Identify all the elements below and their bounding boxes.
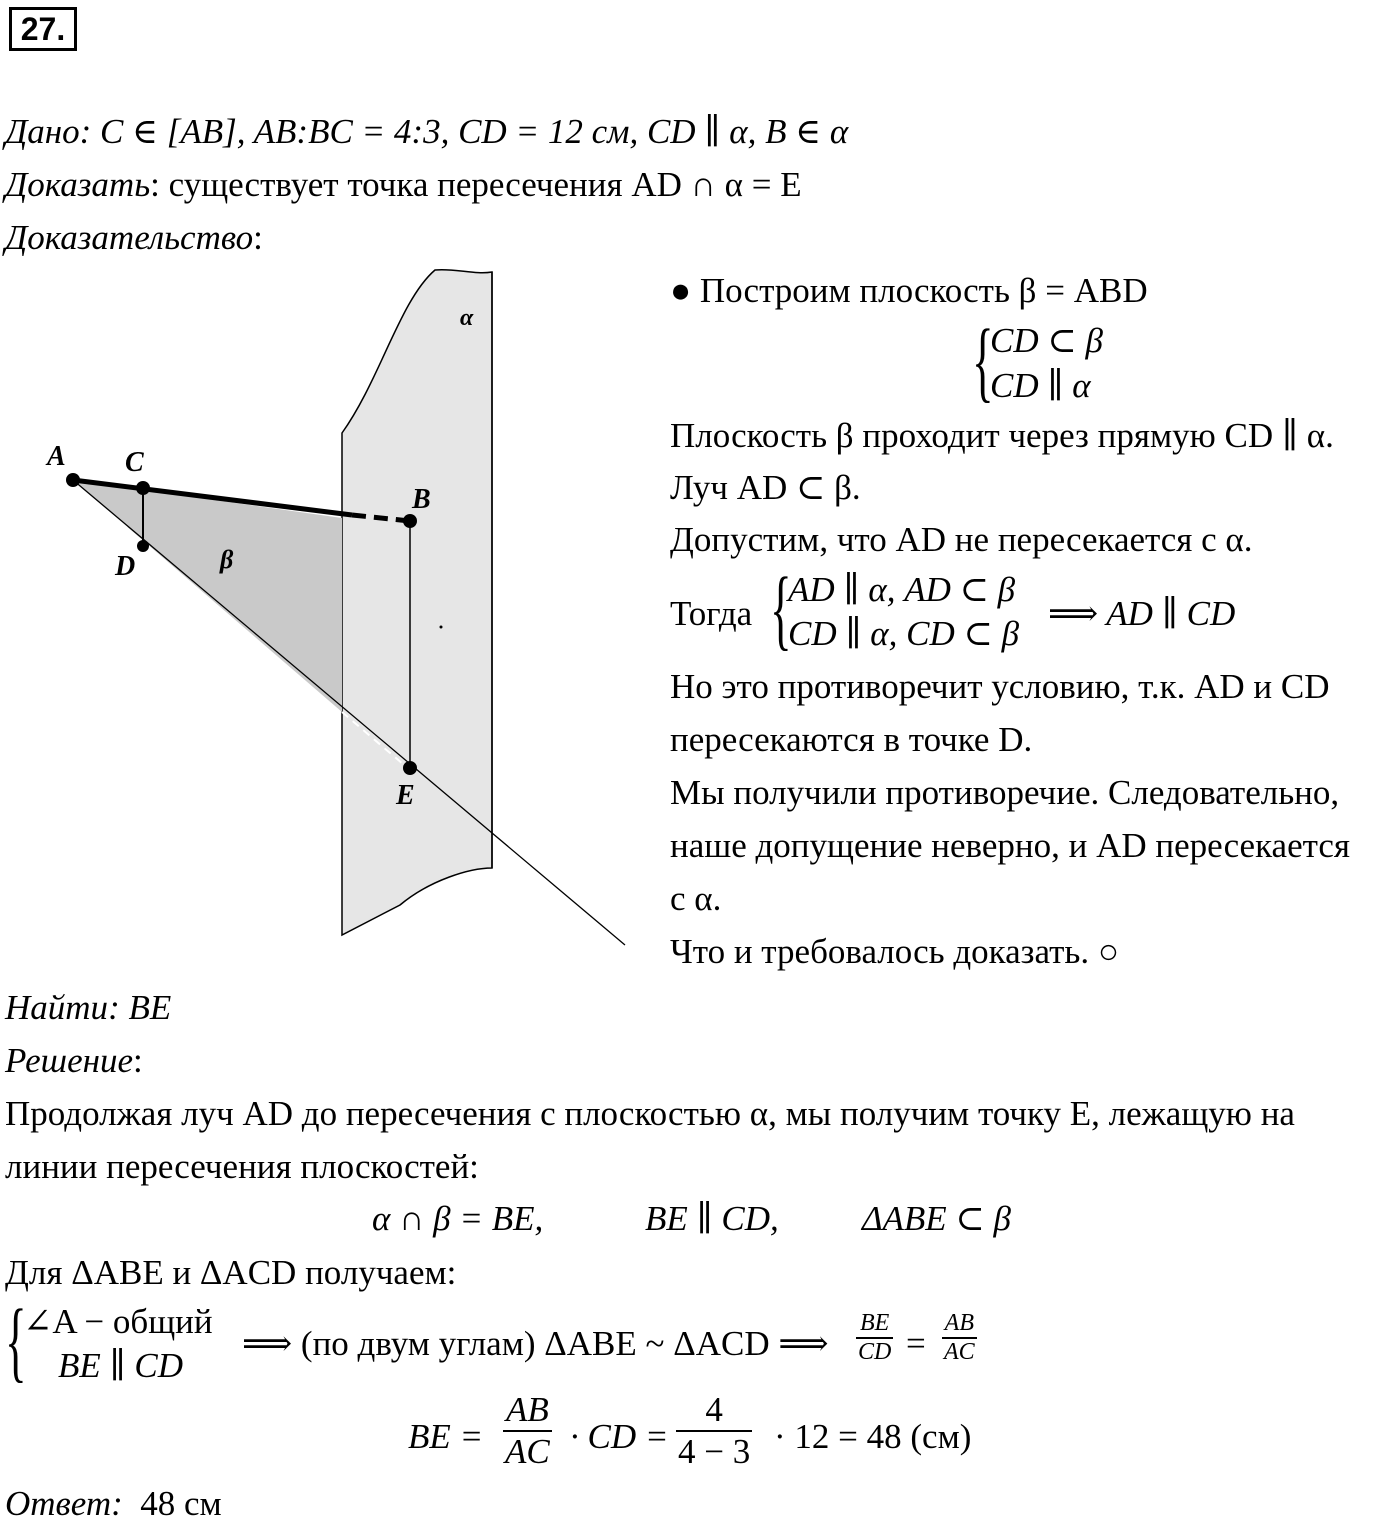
similarity-text: ⟹ (по двум углам) ΔABE ~ ΔACD ⟹ bbox=[242, 1324, 829, 1363]
proof-label-line bbox=[5, 220, 263, 255]
solution-line-2: линии пересечения плоскостей: bbox=[5, 1147, 479, 1186]
system3-line1: ∠A − общий bbox=[23, 1302, 213, 1341]
calc-frac1-den: AC bbox=[505, 1432, 550, 1471]
prove-line bbox=[5, 167, 802, 202]
proof-step-3: Луч AD ⊂ β. bbox=[670, 468, 861, 507]
label-d: D bbox=[115, 551, 136, 582]
find-label: Найти bbox=[5, 988, 109, 1027]
point-e bbox=[403, 761, 417, 775]
ratio-left-num: BE bbox=[860, 1310, 890, 1336]
given-text: : C ∈ [AB], AB:BC = 4:3, CD = 12 см, CD ∥ α, B ∈ α bbox=[79, 112, 849, 151]
system1-line2: CD ∥ α bbox=[990, 366, 1091, 405]
calc-frac1-num: AB bbox=[505, 1390, 549, 1429]
system-brace-3: { bbox=[5, 1292, 27, 1391]
relation-1: α ∩ β = BE, bbox=[372, 1199, 544, 1238]
solution-line-1: Продолжая луч AD до пересечения с плоскостью α, мы получим точку E, лежащую на bbox=[5, 1094, 1295, 1133]
system-brace-2: { bbox=[770, 560, 792, 659]
proof-label: Доказательство bbox=[5, 218, 254, 257]
calc-fraction-2 bbox=[676, 1390, 752, 1472]
plane-dot bbox=[440, 626, 443, 629]
prove-text: : существует точка пересечения AD ∩ α = E bbox=[150, 165, 802, 204]
find-text: : BE bbox=[108, 988, 172, 1027]
point-d bbox=[137, 540, 149, 552]
relation-3: ΔABE ⊂ β bbox=[862, 1199, 1011, 1238]
calc-lhs: BE = bbox=[408, 1417, 484, 1456]
given-label: Дано bbox=[5, 112, 80, 151]
calc-frac2-den: 4 − 3 bbox=[678, 1432, 751, 1471]
plane-alpha-shape bbox=[342, 270, 492, 935]
ratio-left-den: CD bbox=[858, 1339, 892, 1365]
proof-step-10: Что и требовалось доказать. ○ bbox=[670, 932, 1120, 971]
label-a: A bbox=[47, 441, 66, 472]
answer-value: 48 см bbox=[140, 1484, 222, 1523]
calc-rhs: · 12 = 48 (см) bbox=[774, 1417, 972, 1456]
proof-step-9: с α. bbox=[670, 879, 722, 918]
point-b bbox=[403, 514, 417, 528]
ratio-right-den: AC bbox=[944, 1339, 975, 1365]
ratio-left-fraction bbox=[856, 1310, 893, 1366]
system1-line1: CD ⊂ β bbox=[990, 321, 1103, 360]
system3-line2: BE ∥ CD bbox=[58, 1346, 184, 1385]
geometry-figure bbox=[0, 260, 650, 960]
ratio-right-num: AB bbox=[944, 1310, 974, 1336]
ratio-equals: = bbox=[906, 1324, 926, 1363]
calc-fraction-1 bbox=[503, 1390, 552, 1472]
answer-line bbox=[5, 1486, 222, 1521]
label-b: B bbox=[412, 484, 431, 515]
relation-2: BE ∥ CD, bbox=[645, 1199, 779, 1238]
solution-label-line bbox=[5, 1043, 143, 1078]
solution-label-colon: : bbox=[133, 1041, 143, 1080]
proof-step-7: Мы получили противоречие. Следовательно, bbox=[670, 773, 1340, 812]
system2-result: ⟹ AD ∥ CD bbox=[1048, 594, 1236, 633]
proof-step-5: Но это противоречит условию, т.к. AD и CD bbox=[670, 667, 1330, 706]
system2-line1: AD ∥ α, AD ⊂ β bbox=[788, 570, 1016, 609]
ratio-right-fraction bbox=[942, 1310, 977, 1366]
proof-step-4: Допустим, что AD не пересекается с α. bbox=[670, 520, 1253, 559]
prove-label: Доказать bbox=[5, 165, 151, 204]
proof-step-6: пересекаются в точке D. bbox=[670, 720, 1033, 759]
then-word: Тогда bbox=[670, 594, 753, 633]
calc-frac2-num: 4 bbox=[705, 1390, 723, 1429]
given-line bbox=[5, 114, 848, 149]
system2-line2: CD ∥ α, CD ⊂ β bbox=[788, 614, 1020, 653]
label-c: C bbox=[125, 447, 144, 478]
point-a bbox=[66, 473, 80, 487]
solution-label: Решение bbox=[5, 1041, 134, 1080]
proof-step-8: наше допущение неверно, и AD пересекается bbox=[670, 826, 1350, 865]
proof-step-2: Плоскость β проходит через прямую CD ∥ α. bbox=[670, 416, 1334, 455]
answer-label: Ответ: bbox=[5, 1484, 123, 1523]
label-e: E bbox=[396, 780, 415, 811]
find-line bbox=[5, 990, 171, 1025]
calc-mid: · CD = bbox=[570, 1417, 669, 1456]
point-c bbox=[136, 481, 150, 495]
problem-number: 27. bbox=[9, 7, 77, 51]
label-alpha: α bbox=[460, 305, 474, 331]
solution-line-3: Для ΔABE и ΔACD получаем: bbox=[5, 1253, 457, 1292]
label-beta: β bbox=[220, 545, 234, 574]
system-brace-1: { bbox=[972, 312, 994, 411]
proof-label-colon: : bbox=[253, 218, 263, 257]
proof-step-1: ● Построим плоскость β = ABD bbox=[670, 271, 1148, 310]
